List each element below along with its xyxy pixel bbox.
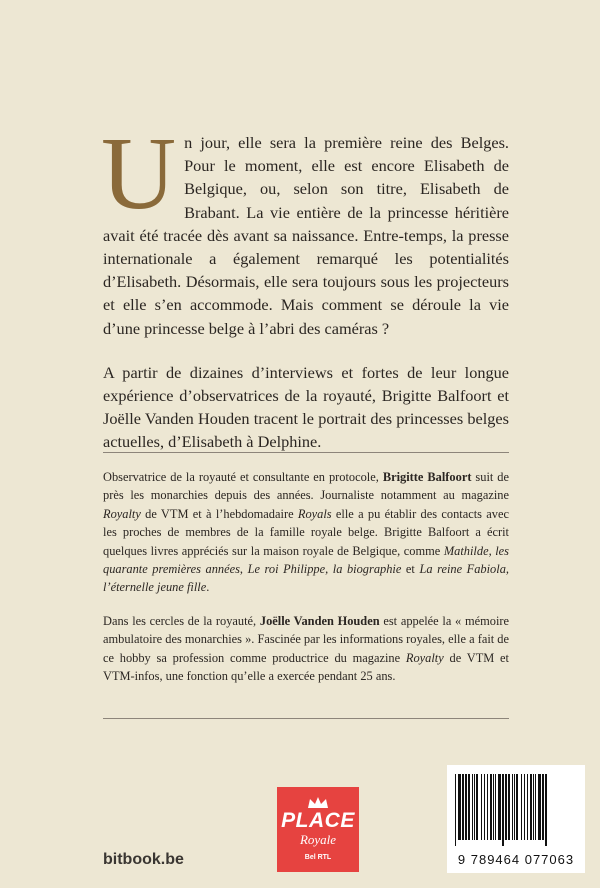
barcode-bar bbox=[514, 774, 515, 840]
barcode-bar bbox=[474, 774, 475, 840]
barcode-bar bbox=[476, 774, 478, 840]
barcode-bar bbox=[505, 774, 507, 840]
barcode-bar bbox=[527, 774, 528, 840]
crown-icon bbox=[306, 796, 330, 810]
author-bio-balfoort: Observatrice de la royauté et consultante en protocole, Brigitte Balfoort suit de près les monarchies depuis des années. Journaliste notamment au magazine Royalty de VTM et à l’hebdomadaire Royals elle a pu établir des contacts avec les proches de membres de la famille royale belge. Brigitte Balfoort a écrit quelques livres appréciés sur la maison royale de Belgique, comme Mathilde, les quarante premières années, Le roi Philippe, la biographie et La reine Fabiola, l’éternelle jeune fille. bbox=[103, 470, 509, 595]
logo-brand-text: Bel RTL bbox=[304, 854, 332, 861]
barcode-bar bbox=[542, 774, 544, 840]
barcode-bar bbox=[508, 774, 510, 840]
barcode-bar bbox=[472, 774, 473, 840]
drop-cap: U bbox=[101, 116, 177, 231]
author-name: Joëlle Vanden Houden bbox=[259, 614, 380, 628]
barcode-bar bbox=[495, 774, 496, 840]
barcode-bar bbox=[490, 774, 492, 840]
publisher-website[interactable]: bitbook.be bbox=[103, 851, 184, 868]
barcode-bar bbox=[481, 774, 482, 840]
publisher-logo bbox=[277, 787, 359, 872]
barcode-bar bbox=[462, 774, 464, 840]
barcode-bar bbox=[468, 774, 470, 840]
barcode-bar bbox=[533, 774, 534, 840]
barcode-bar bbox=[524, 774, 525, 840]
isbn-number: 9 789464 077063 bbox=[457, 852, 575, 867]
author-bio-vanden-houden: Dans les cercles de la royauté, Joëlle Vanden Houden est appelée la « mémoire ambulatoire des monarchies ». Fascinée par les informations royales, elle a fait de ce hobby sa profession comme productrice du magazine Royalty de VTM et VTM-infos, une fonction qu’elle a exercée pendant 25 ans. bbox=[103, 614, 510, 684]
magazine-title: Royals bbox=[297, 506, 332, 521]
barcode-bars bbox=[455, 774, 577, 846]
logo-place-text: PLACE bbox=[281, 809, 355, 832]
barcode-bar bbox=[502, 774, 504, 846]
logo-royale-text: Royale bbox=[299, 832, 337, 847]
intro-text bbox=[101, 116, 509, 454]
barcode-bar bbox=[516, 774, 518, 840]
book-title: Mathilde, les quarante premières années bbox=[103, 543, 509, 577]
barcode-bar bbox=[493, 774, 494, 840]
isbn-barcode bbox=[447, 765, 585, 873]
barcode-bar bbox=[512, 774, 513, 840]
barcode-bar bbox=[458, 774, 461, 840]
magazine-title: Royalty bbox=[405, 650, 444, 665]
barcode-bar bbox=[465, 774, 467, 840]
magazine-title: Royalty bbox=[103, 506, 141, 521]
intro-paragraph-1: n jour, elle sera la première reine des Belges. Pour le moment, elle est encore Elisabeth de Belgique, ou, selon son titre, Elisabeth de Brabant. La vie entière de la princesse héritière avait été tracée dès avant sa naissance. Entre-temps, la presse internationale a également remarqué les potentialités d’Elisabeth. Désormais, elle sera toujours sous les projecteurs et elle s’en accommode. Mais comment se déroule la vie d’une princesse belge à l’abri des caméras ? bbox=[103, 133, 509, 338]
barcode-bar bbox=[484, 774, 485, 840]
barcode-bar bbox=[487, 774, 488, 840]
divider-bottom bbox=[103, 718, 509, 719]
book-title: Le roi Philippe, la biographie bbox=[247, 562, 402, 577]
barcode-bar bbox=[538, 774, 541, 840]
barcode-bar bbox=[530, 774, 532, 840]
divider-top bbox=[103, 452, 509, 453]
barcode-bar bbox=[521, 774, 522, 840]
author-name: Brigitte Balfoort bbox=[382, 470, 472, 484]
intro-paragraph-2: A partir de dizaines d’interviews et fortes de leur longue expérience d’observatrices de la royauté, Brigitte Balfoort et Joëlle Vanden Houden tracent le portrait des princesses belges actuelles, d’Elisabeth à Delphine. bbox=[103, 362, 509, 452]
barcode-bar bbox=[535, 774, 536, 840]
barcode-bar bbox=[498, 774, 501, 840]
barcode-bar bbox=[545, 774, 547, 846]
book-title: La reine Fabiola, l’éternelle jeune fille bbox=[103, 562, 509, 595]
barcode-bar bbox=[455, 774, 456, 846]
